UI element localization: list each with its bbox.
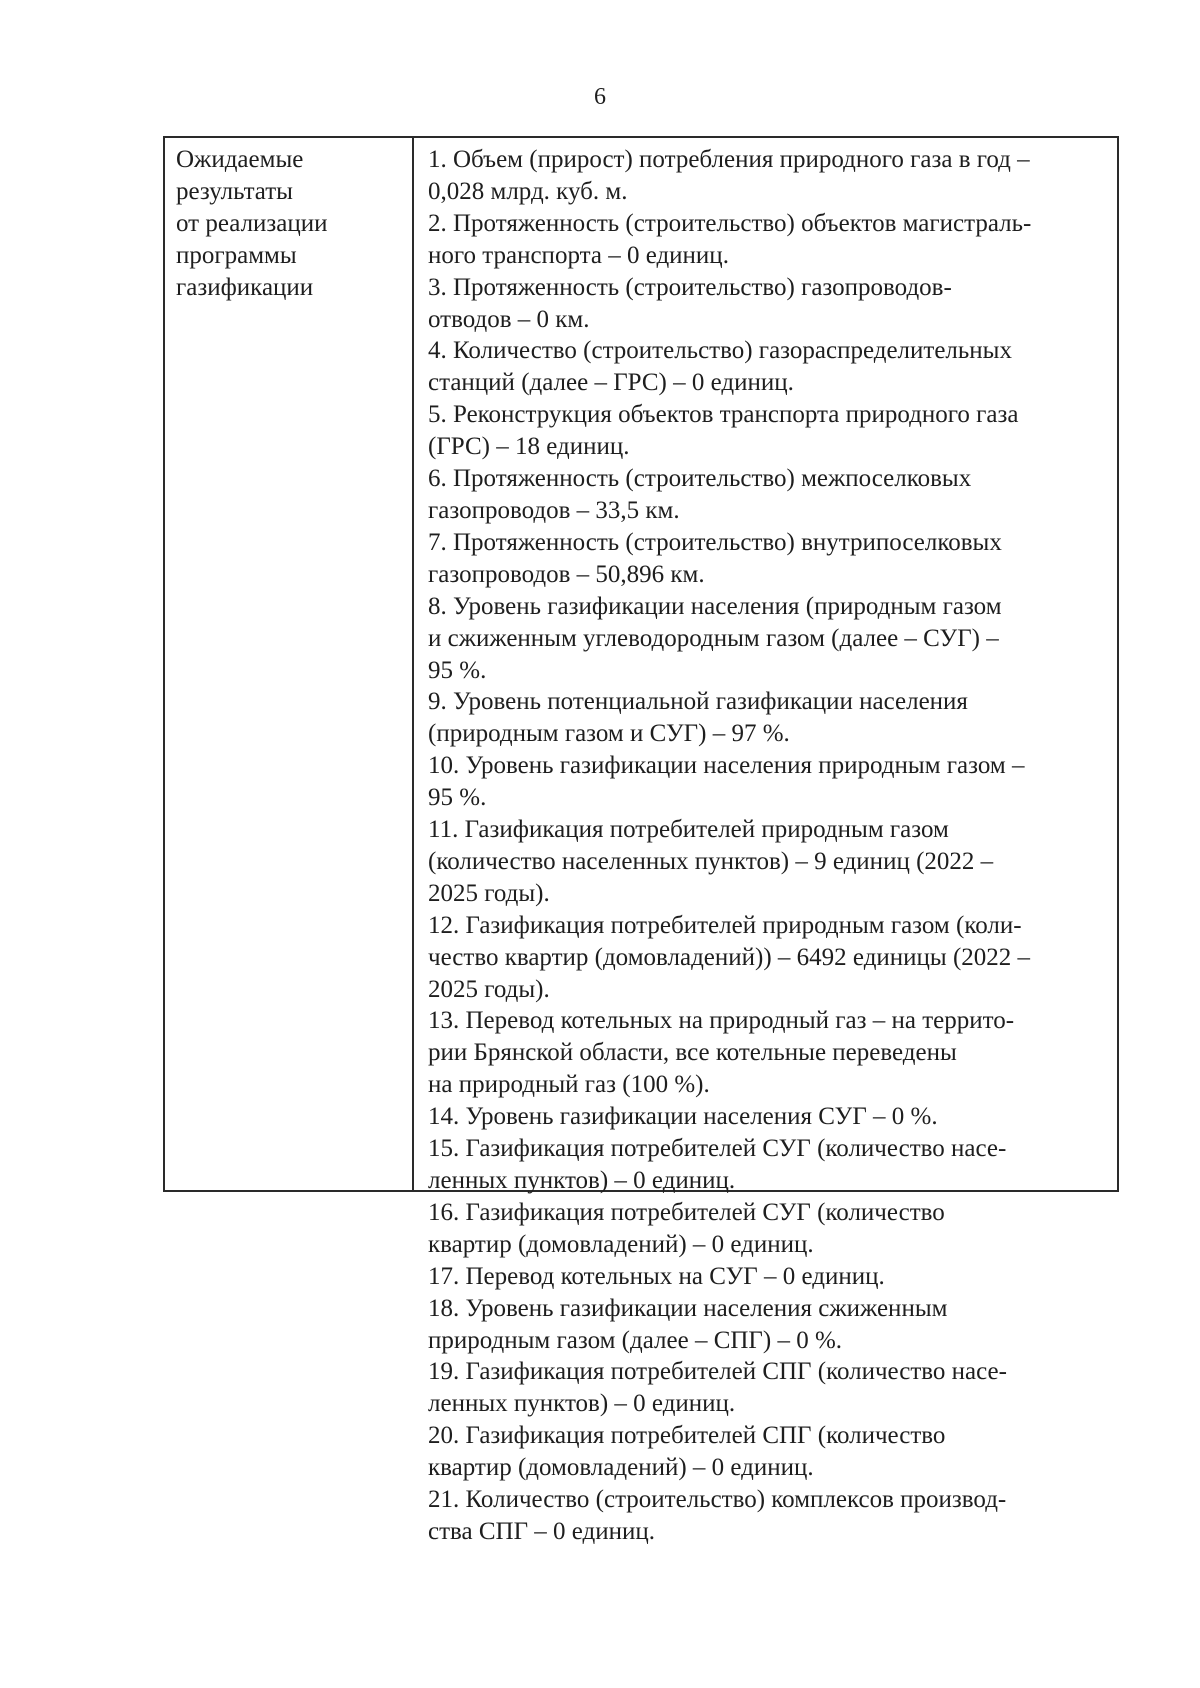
result-item-line: 19. Газификация потребителей СПГ (количество насе- (428, 1358, 1007, 1386)
result-item-line: 1. Объем (прирост) потребления природного газа в год – (428, 146, 1030, 173)
result-item-line: 2025 годы). (428, 879, 550, 907)
result-item-line: 2. Протяженность (строительство) объектов магистраль- (428, 209, 1032, 237)
result-item (428, 1101, 1118, 1133)
result-item-line: 9. Уровень потенциальной газификации населения (428, 688, 968, 716)
result-item (428, 1005, 1118, 1101)
result-item-line: ства СПГ – 0 единиц. (428, 1517, 656, 1545)
result-item-line: 95 %. (428, 656, 487, 684)
result-item (428, 1197, 1118, 1261)
result-item-line: газопроводов – 50,896 км. (428, 560, 705, 588)
result-item-line: ленных пунктов) – 0 единиц. (428, 1167, 736, 1194)
result-item-line: 95 %. (428, 784, 487, 812)
result-item-line: и сжиженным углеводородным газом (далее – СУГ) – (428, 624, 999, 652)
column-divider (412, 138, 414, 1190)
result-item-line: ленных пунктов) – 0 единиц. (428, 1390, 736, 1418)
result-item (428, 814, 1118, 910)
result-item-line: 6. Протяженность (строительство) межпоселковых (428, 465, 972, 493)
result-item (428, 1261, 1118, 1293)
result-item (428, 272, 1118, 336)
row-header-cell (176, 144, 406, 304)
result-item-line: отводов – 0 км. (428, 305, 590, 333)
result-item-line: чество квартир (домовладений)) – 6492 единицы (2022 – (428, 943, 1031, 971)
result-item-line: ного транспорта – 0 единиц. (428, 241, 729, 269)
result-item-line: 18. Уровень газификации населения сжиженным (428, 1294, 948, 1322)
result-item-line: 3. Протяженность (строительство) газопроводов- (428, 273, 952, 301)
result-item-line: газопроводов – 33,5 км. (428, 496, 680, 524)
result-item (428, 1356, 1118, 1420)
result-item-line: 15. Газификация потребителей СУГ (количество насе- (428, 1135, 1007, 1163)
result-item-line: 14. Уровень газификации населения СУГ – 0 %. (428, 1103, 938, 1131)
result-item-line: 2025 годы). (428, 975, 550, 1003)
result-item-line: 16. Газификация потребителей СУГ (количество (428, 1198, 945, 1226)
result-item (428, 591, 1118, 687)
row-header-line: Ожидаемые (176, 146, 304, 173)
result-item-line: (количество населенных пунктов) – 9 единиц (2022 – (428, 847, 994, 875)
result-item-line: 7. Протяженность (строительство) внутрипоселковых (428, 528, 1002, 556)
result-item-line: 21. Количество (строительство) комплексов производ- (428, 1486, 1007, 1514)
result-item-line: квартир (домовладений) – 0 единиц. (428, 1230, 814, 1258)
result-item-line: (ГРС) – 18 единиц. (428, 433, 630, 461)
result-item-line: 5. Реконструкция объектов транспорта природного газа (428, 401, 1019, 429)
result-item (428, 1484, 1118, 1548)
result-item-line: 11. Газификация потребителей природным газом (428, 816, 949, 844)
result-item-line: 13. Перевод котельных на природный газ – на террито- (428, 1007, 1015, 1035)
result-item-line: природным газом (далее – СПГ) – 0 %. (428, 1326, 843, 1354)
result-item (428, 208, 1118, 272)
result-item-line: 20. Газификация потребителей СПГ (количество (428, 1422, 946, 1450)
result-item (428, 686, 1118, 750)
row-header-line: результаты (176, 177, 293, 205)
result-item-line: квартир (домовладений) – 0 единиц. (428, 1454, 814, 1482)
result-item (428, 1293, 1118, 1357)
result-item-line: 4. Количество (строительство) газораспределительных (428, 337, 1012, 365)
result-item-line: (природным газом и СУГ) – 97 %. (428, 720, 790, 748)
results-table (163, 136, 1119, 1545)
results-list-cell (428, 144, 1118, 1548)
result-item (428, 910, 1118, 1006)
row-header-line: от реализации (176, 209, 328, 237)
result-item (428, 463, 1118, 527)
result-item (428, 527, 1118, 591)
result-item (428, 335, 1118, 399)
result-item-line: рии Брянской области, все котельные переведены (428, 1039, 957, 1067)
result-item-line: станций (далее – ГРС) – 0 единиц. (428, 369, 794, 397)
result-item-line: на природный газ (100 %). (428, 1071, 710, 1099)
result-item-line: 10. Уровень газификации населения природным газом – (428, 752, 1025, 780)
result-item-line: 0,028 млрд. куб. м. (428, 177, 628, 205)
row-header-line: газификации (176, 273, 314, 301)
result-item (428, 1420, 1118, 1484)
row-header-line: программы (176, 241, 297, 269)
result-item (428, 399, 1118, 463)
result-item (428, 1133, 1118, 1197)
result-item (428, 144, 1118, 208)
result-item (428, 750, 1118, 814)
result-item-line: 12. Газификация потребителей природным газом (коли- (428, 911, 1022, 939)
result-item-line: 17. Перевод котельных на СУГ – 0 единиц. (428, 1262, 885, 1290)
result-item-line: 8. Уровень газификации населения (природным газом (428, 592, 1002, 620)
page-number: 6 (594, 84, 606, 110)
